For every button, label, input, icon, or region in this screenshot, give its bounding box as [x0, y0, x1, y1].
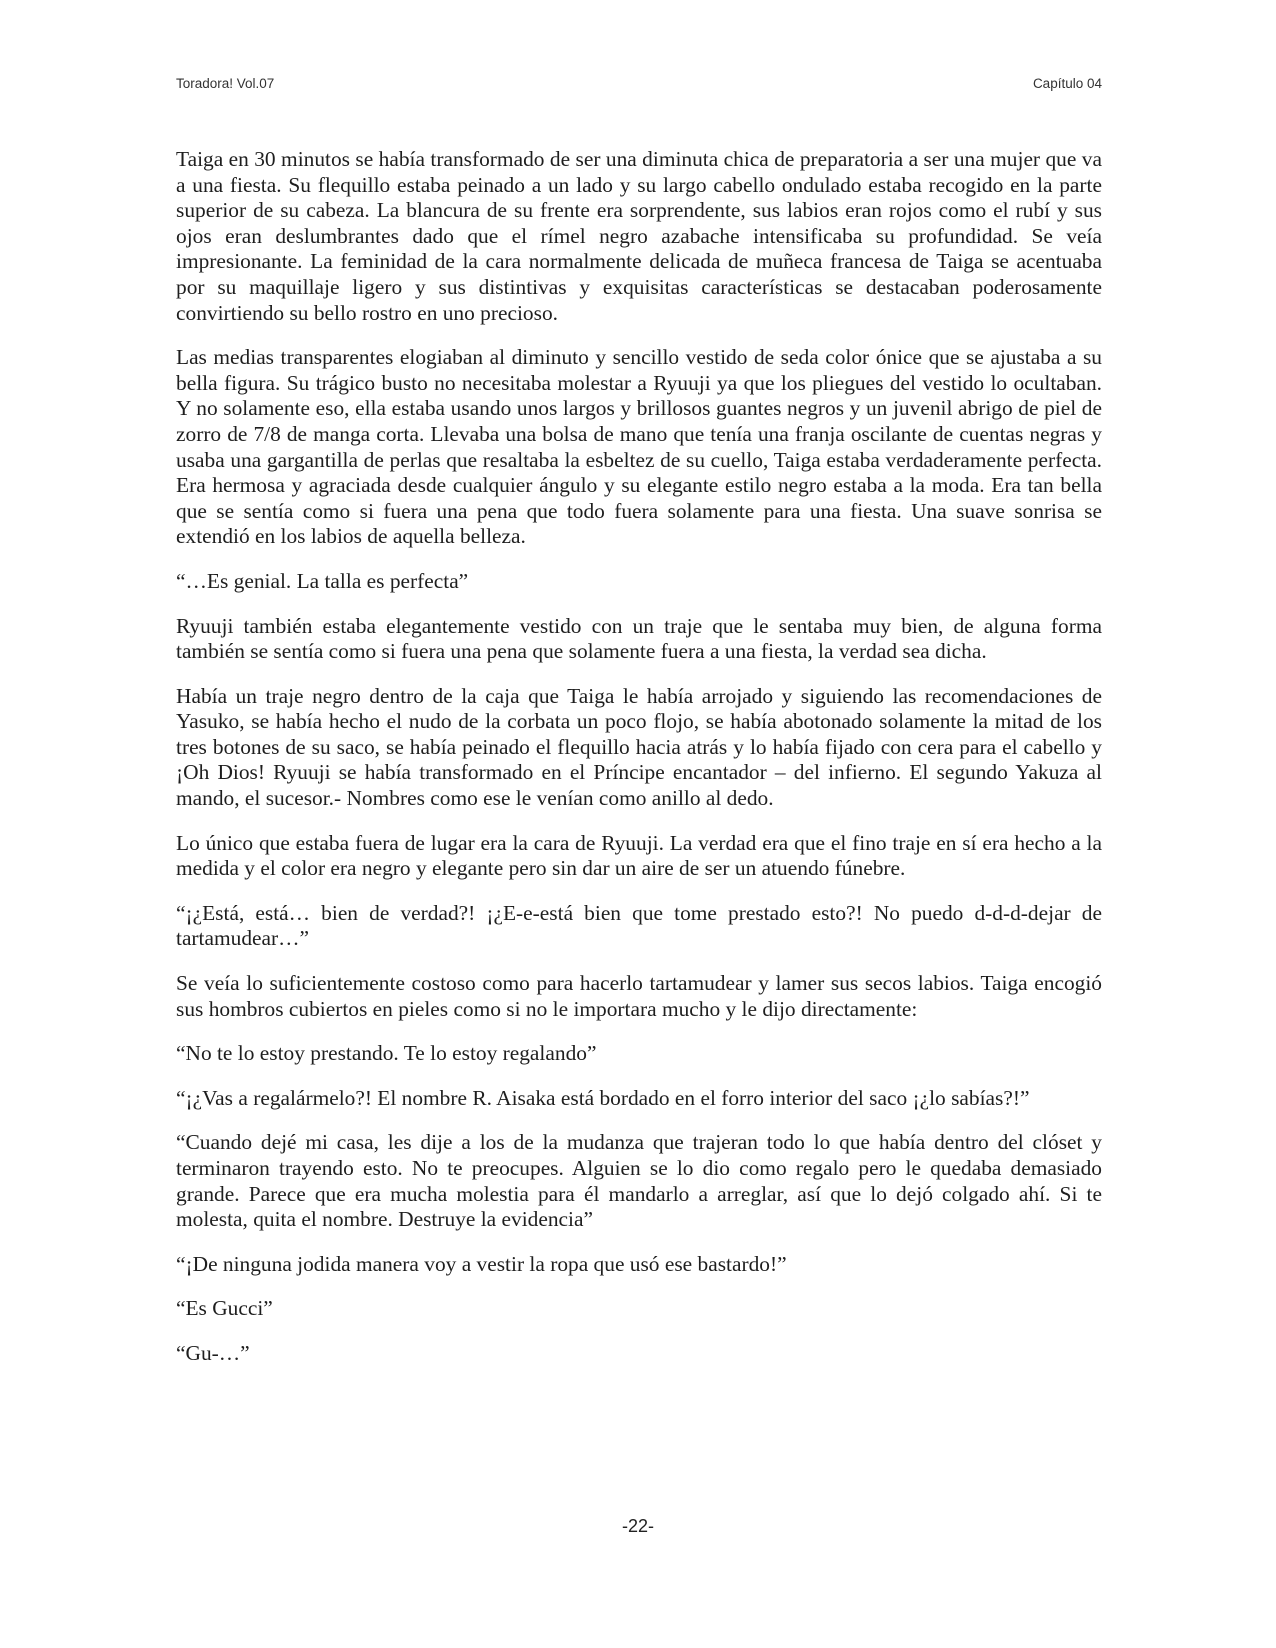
paragraph: “¡¿Vas a regalármelo?! El nombre R. Aisaka está bordado en el forro interior del saco ¡¿lo sabías?!” — [176, 1085, 1030, 1110]
paragraph: “¡De ninguna jodida manera voy a vestir la ropa que usó ese bastardo!” — [176, 1251, 787, 1276]
paragraph: Las medias transparentes elogiaban al diminuto y sencillo vestido de seda color ónice que se ajustaba a su bella figura. Su trágico busto no necesitaba molestar a Ryuuji ya que los pliegues del vestido lo ocultaban. Y no solamente eso, ella estaba usando unos largos y brillosos guantes negros y un juvenil abrigo de piel de zorro de 7/8 de manga corta. Llevaba una bolsa de mano que tenía una franja oscilante de cuentas negras y usaba una gargantilla de perlas que resaltaba la esbeltez de su cuello, Taiga estaba verdaderamente perfecta. Era hermosa y agraciada desde cualquier ángulo y su elegante estilo negro estaba a la moda. Era tan bella que se sentía como si fuera una pena que todo fuera solamente para una fiesta. Una suave sonrisa se extendió en los labios de aquella belleza. — [176, 345, 1102, 549]
paragraph: “…Es genial. La talla es perfecta” — [176, 568, 469, 593]
paragraph: Lo único que estaba fuera de lugar era la cara de Ryuuji. La verdad era que el fino traje en sí era hecho a la medida y el color era negro y elegante pero sin dar un aire de ser un atuendo fúnebre. — [176, 830, 1102, 881]
body-text — [176, 147, 1102, 1386]
paragraph: Se veía lo suficientemente costoso como para hacerlo tartamudear y lamer sus secos labios. Taiga encogió sus hombros cubiertos en pieles como si no le importara mucho y le dijo directamente: — [176, 971, 1102, 1021]
paragraph: “Gu-…” — [176, 1340, 250, 1365]
running-header — [176, 76, 1102, 96]
header-chapter: Capítulo 04 — [1032, 76, 1102, 91]
paragraph: “No te lo estoy prestando. Te lo estoy regalando” — [176, 1041, 597, 1066]
paragraph: “Es Gucci” — [176, 1296, 273, 1321]
paragraph: Había un traje negro dentro de la caja que Taiga le había arrojado y siguiendo las recomendaciones de Yasuko, se había hecho el nudo de la corbata un poco flojo, se había abotonado solamente la mitad de los tres botones de su saco, se había peinado el flequillo hacia atrás y lo había fijado con cera para el cabello y ¡Oh Dios! Ryuuji se había transformado en el Príncipe encantador – del infierno. El segundo Yakuza al mando, el sucesor.- Nombres como ese le venían como anillo al dedo. — [176, 683, 1102, 811]
paragraph: “¡¿Está, está… bien de verdad?! ¡¿E-e-está bien que tome prestado esto?! No puedo d-d-d-dejar de tartamudear…” — [176, 900, 1102, 951]
paragraph: Taiga en 30 minutos se había transformado de ser una diminuta chica de preparatoria a ser una mujer que va a una fiesta. Su flequillo estaba peinado a un lado y su largo cabello ondulado estaba recogido en la parte superior de su cabeza. La blancura de su frente era sorprendente, sus labios eran rojos como el rubí y sus ojos eran deslumbrantes dado que el rímel negro azabache intensificaba su profundidad. Se veía impresionante. La feminidad de la cara normalmente delicada de muñeca francesa de Taiga se acentuaba por su maquillaje ligero y sus distintivas y exquisitas características se destacaban poderosamente convirtiendo su bello rostro en uno precioso. — [176, 147, 1102, 325]
header-book-title: Toradora! Vol.07 — [176, 76, 275, 91]
paragraph: Ryuuji también estaba elegantemente vestido con un traje que le sentaba muy bien, de alguna forma también se sentía como si fuera una pena que solamente fuera a una fiesta, la verdad sea dicha. — [176, 613, 1102, 664]
page-number: -22- — [621, 1516, 654, 1536]
paragraph: “Cuando dejé mi casa, les dije a los de la mudanza que trajeran todo lo que había dentro del clóset y terminaron trayendo esto. No te preocupes. Alguien se lo dio como regalo pero le quedaba demasiado grande. Parece que era mucha molestia para él mandarlo a arreglar, así que lo dejó colgado ahí. Si te molesta, quita el nombre. Destruye la evidencia” — [176, 1130, 1102, 1232]
